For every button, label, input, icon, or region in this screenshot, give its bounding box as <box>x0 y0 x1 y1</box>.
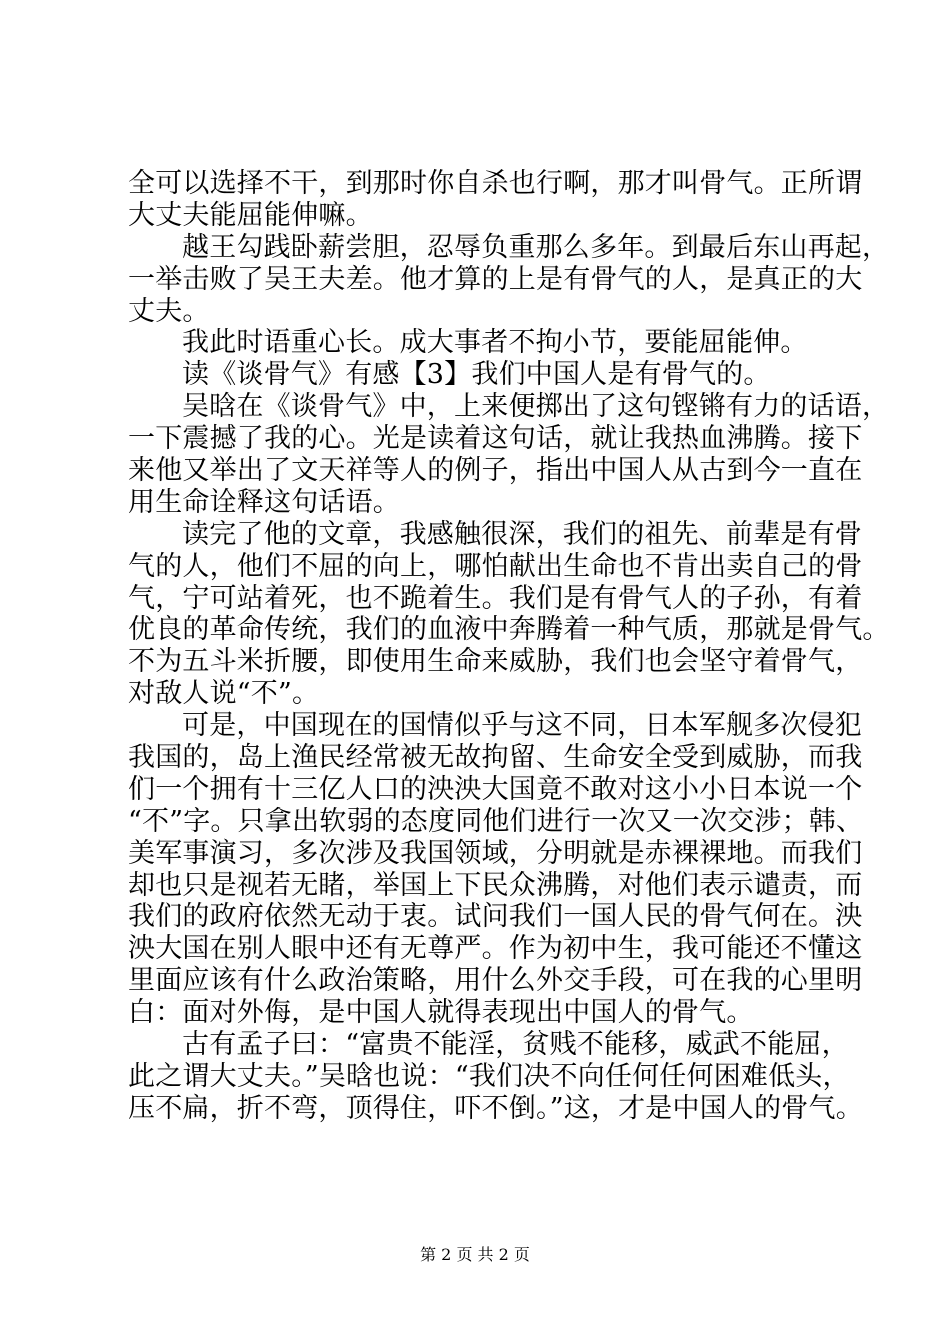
text-line: 优良的革命传统，我们的血液中奔腾着一种气质，那就是骨气。 <box>128 614 890 646</box>
text-line: 用生命诠释这句话语。 <box>128 486 400 518</box>
text-line: 读《谈骨气》有感【3】我们中国人是有骨气的。 <box>182 359 771 391</box>
text-line: 我国的，岛上渔民经常被无故拘留、生命安全受到威胁，而我 <box>128 742 863 774</box>
text-line: 我此时语重心长。成大事者不拘小节，要能屈能伸。 <box>182 327 808 359</box>
text-line: 气，宁可站着死，也不跪着生。我们是有骨气人的子孙，有着 <box>128 582 863 614</box>
text-line: 气的人，他们不屈的向上，哪怕献出生命也不肯出卖自己的骨 <box>128 550 863 582</box>
document-body <box>128 168 890 1125</box>
text-line: 丈夫。 <box>128 295 210 327</box>
text-line: 们一个拥有十三亿人口的泱泱大国竟不敢对这小小日本说一个 <box>128 773 863 805</box>
text-line: 大丈夫能屈能伸嘛。 <box>128 199 373 231</box>
text-line: 对敌人说“不”。 <box>128 678 320 710</box>
text-line: 吴晗在《谈骨气》中，上来便掷出了这句铿锵有力的话语， <box>182 391 890 423</box>
text-line: 读完了他的文章，我感触很深，我们的祖先、前辈是有骨 <box>182 518 862 550</box>
text-line: 却也只是视若无睹，举国上下民众沸腾，对他们表示谴责，而 <box>128 869 863 901</box>
text-line: 里面应该有什么政治策略，用什么外交手段，可在我的心里明 <box>128 965 863 997</box>
text-line: 越王勾践卧薪尝胆，忍辱负重那么多年。到最后东山再起， <box>182 231 890 263</box>
text-line: 不为五斗米折腰，即使用生命来威胁，我们也会坚守着骨气， <box>128 646 863 678</box>
text-line: 全可以选择不干，到那时你自杀也行啊，那才叫骨气。正所谓 <box>128 168 863 199</box>
text-line: 可是，中国现在的国情似乎与这不同，日本军舰多次侵犯 <box>182 710 862 742</box>
text-line: 泱大国在别人眼中还有无尊严。作为初中生，我可能还不懂这 <box>128 933 863 965</box>
text-line: 来他又举出了文天祥等人的例子，指出中国人从古到今一直在 <box>128 455 863 487</box>
text-line: 古有孟子曰：“富贵不能淫，贫贱不能移，威武不能屈， <box>182 1029 849 1061</box>
text-line: 我们的政府依然无动于衷。试问我们一国人民的骨气何在。泱 <box>128 901 863 933</box>
page-footer: 第 2 页 共 2 页 <box>420 1245 530 1264</box>
text-line: 压不扁，折不弯，顶得住，吓不倒。”这，才是中国人的骨气。 <box>128 1092 863 1124</box>
text-line: 此之谓大丈夫。”吴晗也说：“我们决不向任何任何困难低头， <box>128 1060 850 1092</box>
text-line: 白：面对外侮，是中国人就得表现出中国人的骨气。 <box>128 997 754 1029</box>
text-line: “不”字。只拿出软弱的态度同他们进行一次又一次交涉；韩、 <box>128 805 864 837</box>
text-line: 一举击败了吴王夫差。他才算的上是有骨气的人，是真正的大 <box>128 263 863 295</box>
text-line: 一下震撼了我的心。光是读着这句话，就让我热血沸腾。接下 <box>128 423 863 455</box>
text-line: 美军事演习，多次涉及我国领域，分明就是赤裸裸地。而我们 <box>128 837 863 869</box>
